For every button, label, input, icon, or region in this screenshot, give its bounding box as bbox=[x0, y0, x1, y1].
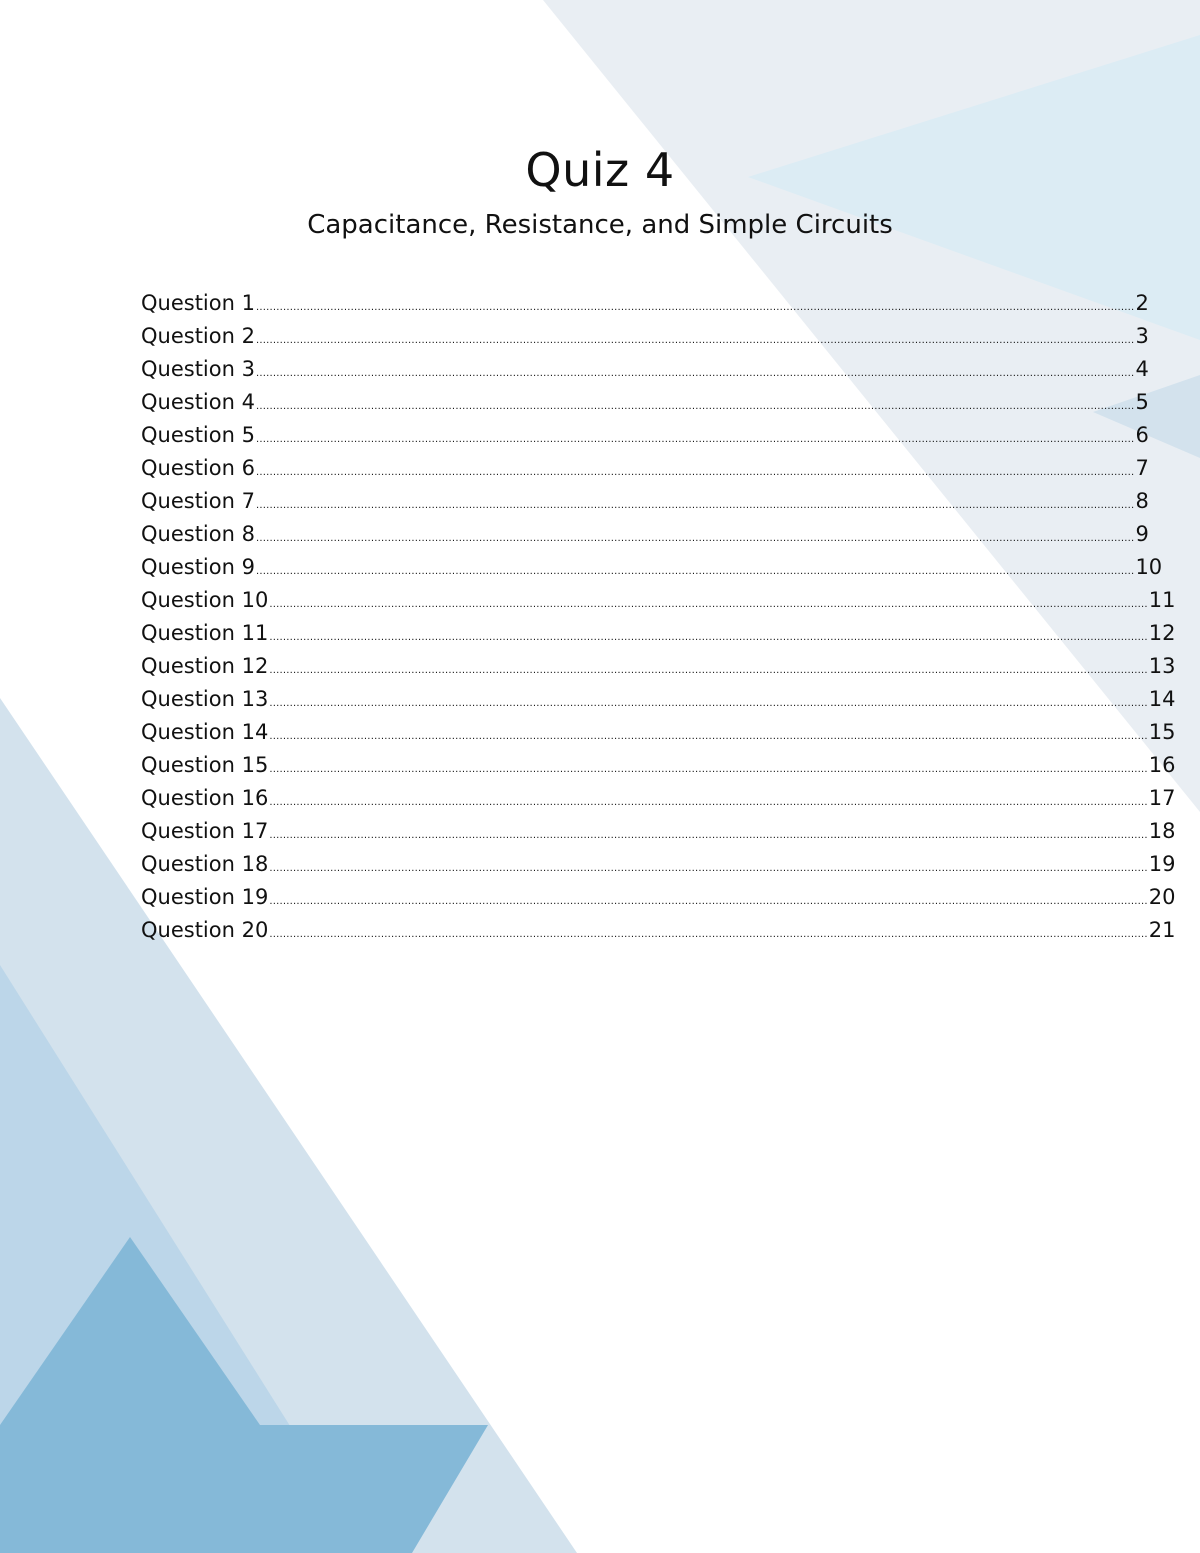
toc-entry-page-number: 8 bbox=[1135, 489, 1149, 513]
toc-entry-label: Question 17 bbox=[141, 819, 269, 843]
toc-entry-page-number: 11 bbox=[1148, 588, 1176, 612]
toc-entry-label: Question 4 bbox=[141, 390, 255, 414]
toc-entry-page-number: 7 bbox=[1135, 456, 1149, 480]
toc-entry[interactable] bbox=[141, 518, 1149, 551]
toc-dot-leader: .................................................................................................................................................................................................................................................................... bbox=[255, 434, 1135, 445]
toc-dot-leader: .................................................................................................................................................................................................................................................................... bbox=[255, 566, 1135, 577]
toc-dot-leader: .................................................................................................................................................................................................................................................................... bbox=[255, 500, 1135, 511]
toc-entry-page-number: 5 bbox=[1135, 390, 1149, 414]
toc-entry-page-number: 12 bbox=[1148, 621, 1176, 645]
toc-entry-page-number: 9 bbox=[1135, 522, 1149, 546]
toc-entry-label: Question 10 bbox=[141, 588, 269, 612]
toc-entry-page-number: 19 bbox=[1148, 852, 1176, 876]
toc-entry-page-number: 3 bbox=[1135, 324, 1149, 348]
toc-entry[interactable] bbox=[141, 782, 1176, 815]
toc-entry[interactable] bbox=[141, 683, 1176, 716]
toc-dot-leader: .................................................................................................................................................................................................................................................................... bbox=[269, 863, 1148, 874]
toc-dot-leader: .................................................................................................................................................................................................................................................................... bbox=[255, 335, 1135, 346]
toc-entry[interactable] bbox=[141, 716, 1176, 749]
toc-entry[interactable] bbox=[141, 287, 1149, 320]
toc-dot-leader: .................................................................................................................................................................................................................................................................... bbox=[269, 830, 1148, 841]
toc-entry-label: Question 19 bbox=[141, 885, 269, 909]
toc-entry[interactable] bbox=[141, 881, 1176, 914]
toc-entry-label: Question 3 bbox=[141, 357, 255, 381]
toc-dot-leader: .................................................................................................................................................................................................................................................................... bbox=[255, 302, 1135, 313]
toc-entry-page-number: 2 bbox=[1135, 291, 1149, 315]
toc-entry-label: Question 16 bbox=[141, 786, 269, 810]
table-of-contents bbox=[141, 287, 1176, 947]
toc-entry-page-number: 20 bbox=[1148, 885, 1176, 909]
toc-entry-label: Question 1 bbox=[141, 291, 255, 315]
toc-entry[interactable] bbox=[141, 650, 1176, 683]
toc-entry[interactable] bbox=[141, 815, 1176, 848]
toc-entry[interactable] bbox=[141, 485, 1149, 518]
toc-entry-page-number: 10 bbox=[1135, 555, 1163, 579]
toc-entry[interactable] bbox=[141, 749, 1176, 782]
toc-entry[interactable] bbox=[141, 914, 1176, 947]
bottom-left-dark-band bbox=[0, 1425, 488, 1553]
toc-entry-page-number: 17 bbox=[1148, 786, 1176, 810]
toc-dot-leader: .................................................................................................................................................................................................................................................................... bbox=[269, 929, 1148, 940]
toc-entry-label: Question 6 bbox=[141, 456, 255, 480]
toc-dot-leader: .................................................................................................................................................................................................................................................................... bbox=[255, 401, 1135, 412]
toc-dot-leader: .................................................................................................................................................................................................................................................................... bbox=[269, 896, 1148, 907]
toc-entry-label: Question 5 bbox=[141, 423, 255, 447]
toc-entry-page-number: 14 bbox=[1148, 687, 1176, 711]
toc-dot-leader: .................................................................................................................................................................................................................................................................... bbox=[269, 698, 1148, 709]
toc-entry[interactable] bbox=[141, 551, 1163, 584]
toc-dot-leader: .................................................................................................................................................................................................................................................................... bbox=[255, 467, 1135, 478]
toc-entry-label: Question 12 bbox=[141, 654, 269, 678]
toc-entry-label: Question 11 bbox=[141, 621, 269, 645]
toc-entry[interactable] bbox=[141, 386, 1149, 419]
toc-entry[interactable] bbox=[141, 848, 1176, 881]
toc-dot-leader: .................................................................................................................................................................................................................................................................... bbox=[269, 632, 1148, 643]
toc-entry[interactable] bbox=[141, 320, 1149, 353]
toc-dot-leader: .................................................................................................................................................................................................................................................................... bbox=[255, 368, 1135, 379]
toc-dot-leader: .................................................................................................................................................................................................................................................................... bbox=[269, 797, 1148, 808]
toc-entry-label: Question 15 bbox=[141, 753, 269, 777]
toc-entry[interactable] bbox=[141, 584, 1176, 617]
toc-entry-label: Question 20 bbox=[141, 918, 269, 942]
toc-entry-label: Question 8 bbox=[141, 522, 255, 546]
toc-entry-page-number: 4 bbox=[1135, 357, 1149, 381]
toc-entry[interactable] bbox=[141, 353, 1149, 386]
toc-dot-leader: .................................................................................................................................................................................................................................................................... bbox=[269, 665, 1148, 676]
toc-entry-label: Question 9 bbox=[141, 555, 255, 579]
toc-entry-page-number: 15 bbox=[1148, 720, 1176, 744]
toc-entry-label: Question 7 bbox=[141, 489, 255, 513]
toc-dot-leader: .................................................................................................................................................................................................................................................................... bbox=[269, 599, 1148, 610]
page-subtitle: Capacitance, Resistance, and Simple Circuits bbox=[307, 210, 893, 240]
toc-dot-leader: .................................................................................................................................................................................................................................................................... bbox=[269, 731, 1148, 742]
toc-entry-page-number: 6 bbox=[1135, 423, 1149, 447]
toc-entry-page-number: 13 bbox=[1148, 654, 1176, 678]
toc-entry-page-number: 16 bbox=[1148, 753, 1176, 777]
toc-entry-label: Question 14 bbox=[141, 720, 269, 744]
toc-entry-page-number: 18 bbox=[1148, 819, 1176, 843]
toc-entry-label: Question 2 bbox=[141, 324, 255, 348]
toc-dot-leader: .................................................................................................................................................................................................................................................................... bbox=[255, 533, 1135, 544]
toc-entry[interactable] bbox=[141, 419, 1149, 452]
toc-entry[interactable] bbox=[141, 452, 1149, 485]
toc-entry-label: Question 18 bbox=[141, 852, 269, 876]
page-title: Quiz 4 bbox=[525, 143, 675, 197]
toc-dot-leader: .................................................................................................................................................................................................................................................................... bbox=[269, 764, 1148, 775]
toc-entry-label: Question 13 bbox=[141, 687, 269, 711]
toc-entry[interactable] bbox=[141, 617, 1176, 650]
toc-entry-page-number: 21 bbox=[1148, 918, 1176, 942]
